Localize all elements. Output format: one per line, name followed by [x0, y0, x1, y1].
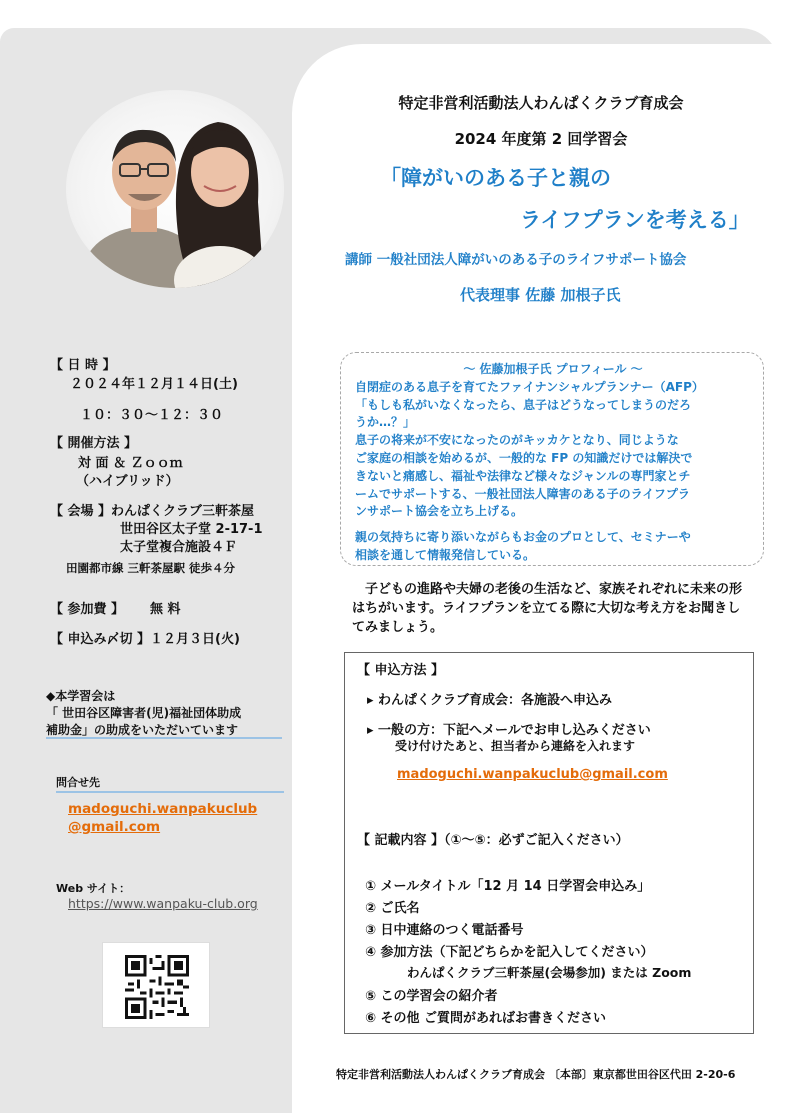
- apply-item-general: ▸ 一般の方：下記へメールでお申し込みください: [367, 723, 651, 738]
- field-item: ③ 日中連絡のつく電話番号: [365, 923, 524, 938]
- event-title: 2024 年度第 2 回学習会: [454, 130, 628, 148]
- profile-line: 相談を通して情報発信している。: [355, 547, 536, 562]
- subsidy-note-line: ◆本学習会は: [46, 689, 116, 703]
- datetime-label: 【 日 時 】: [50, 358, 116, 373]
- event-date: ２０２４年１２月１４日(土): [70, 377, 238, 392]
- qr-code-icon[interactable]: [125, 955, 189, 1019]
- fee-label: 【 参加費 】: [50, 602, 125, 617]
- fields-label: 【 記載内容 】（①～⑤：必ずご記入ください）: [357, 833, 629, 848]
- lecturer-affiliation: 講師 一般社団法人障がいのある子のライフサポート協会: [345, 252, 687, 268]
- fee-value: 無 料: [150, 602, 181, 617]
- subsidy-note-line: 「 世田谷区障害者(児)福祉団体助成: [46, 706, 242, 720]
- apply-email-link[interactable]: madoguchi.wanpakuclub@gmail.com: [397, 767, 668, 782]
- website-link[interactable]: https://www.wanpaku-club.org: [68, 896, 258, 911]
- field-item: ⑥ その他 ご質問があればお書きください: [365, 1011, 607, 1026]
- lecturer-photo: [66, 90, 284, 288]
- field-item-note: わんぱくクラブ三軒茶屋(会場参加) または Zoom: [407, 965, 692, 980]
- subsidy-note-line: 補助金」の助成をいただいています: [46, 723, 239, 737]
- profile-box: [340, 352, 764, 566]
- venue-address-2: 太子堂複合施設４Ｆ: [120, 540, 238, 555]
- method-note: （ハイブリッド）: [76, 474, 179, 489]
- apply-item-general-note: 受け付けたあと、担当者から連絡を入れます: [395, 739, 636, 753]
- divider: [46, 737, 282, 739]
- intro-paragraph: 子どもの進路や夫婦の老後の生活など、家族それぞれに未来の形はちがいます。ライフプランを立てる際に大切な考え方をお聞きしてみましょう。: [352, 582, 743, 635]
- lecturer-name: 代表理事 佐藤 加根子氏: [460, 286, 621, 304]
- profile-line: ンサポート協会を立ち上げる。: [355, 504, 524, 519]
- field-item: ⑤ この学習会の紹介者: [365, 989, 498, 1004]
- profile-line: 自閉症のある息子を育てたファイナンシャルプランナー（AFP）: [355, 379, 704, 394]
- field-item: ① メールタイトル「12 月 14 日学習会申込み」: [365, 879, 651, 894]
- field-item: ② ご氏名: [365, 901, 420, 916]
- profile-line: きないと痛感し、福祉や法律など様々なジャンルの専門家とチ: [355, 468, 691, 483]
- profile-line: 「もしも私がいなくなったら、息子はどうなってしまうのだろ: [355, 397, 692, 412]
- event-time: １０：３０～１２：３０: [80, 408, 224, 423]
- organization-title: 特定非営利活動法人わんぱくクラブ育成会: [398, 94, 684, 112]
- profile-line: ームでサポートする、一般社団法人障害のある子のライフプラ: [355, 486, 690, 501]
- application-box: [344, 652, 754, 1034]
- profile-line: 息子の将来が不安になったのがキッカケとなり、同じような: [355, 433, 679, 448]
- venue-label: 【 会場 】わんぱくクラブ三軒茶屋: [50, 504, 255, 519]
- divider: [56, 791, 284, 793]
- main-title-line-2: ライフプランを考える」: [520, 208, 750, 232]
- website-label: Web サイト：: [56, 882, 131, 895]
- qr-card: [102, 942, 210, 1028]
- method-value: 対 面 ＆ Ｚｏｏｍ: [78, 456, 183, 471]
- subsidy-note: [46, 688, 286, 739]
- contact-label: 問合せ先: [56, 776, 100, 789]
- profile-line: うか…？」: [355, 415, 416, 430]
- method-label: 【 開催方法 】: [50, 436, 138, 451]
- main-title-line-1: 「障がいのある子と親の: [380, 166, 611, 190]
- profile-heading: ～ 佐藤加根子氏 プロフィール ～: [463, 362, 643, 376]
- apply-item-members: ▸ わんぱくクラブ育成会：各施設へ申込み: [367, 693, 613, 708]
- footer-address: 特定非営利活動法人わんぱくクラブ育成会 〔本部〕東京都世田谷区代田 2-20-6: [336, 1068, 736, 1081]
- contact-email-link[interactable]: madoguchi.wanpakuclub @gmail.com: [68, 801, 258, 835]
- profile-line: ご家庭の相談を始めるが、一般的な FP の知識だけでは解決で: [355, 450, 693, 465]
- profile-line: 親の気持ちに寄り添いながらもお金のプロとして、セミナーや: [355, 530, 691, 545]
- field-item: ④ 参加方法（下記どちらかを記入してください）: [365, 945, 654, 960]
- apply-method-label: 【 申込方法 】: [357, 663, 445, 678]
- venue-address-1: 世田谷区太子堂 2-17-1: [120, 522, 263, 537]
- venue-access: 田園都市線 三軒茶屋駅 徒歩４分: [66, 561, 236, 575]
- deadline: 【 申込み〆切 】１２月３日(火): [50, 632, 240, 647]
